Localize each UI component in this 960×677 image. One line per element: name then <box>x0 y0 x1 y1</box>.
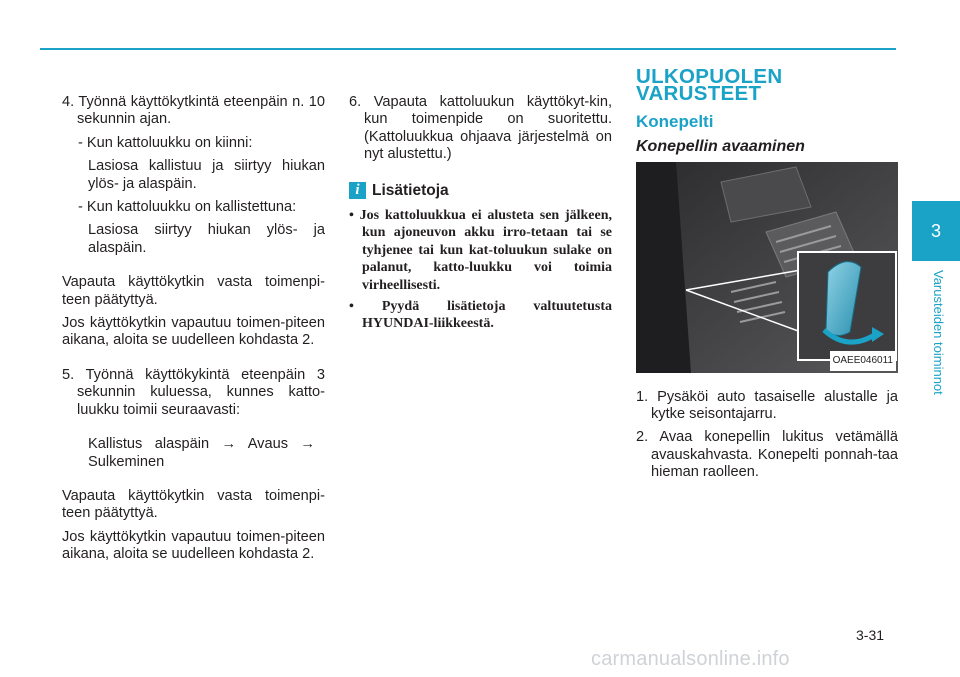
subheading: Konepelti <box>636 111 714 131</box>
release-note-1: Vapauta käyttökytkin vasta toimenpi-teen päätyttyä. <box>62 274 325 308</box>
condition-tilted-result: Lasiosa siirtyy hiukan ylös- ja alaspäin. <box>88 222 325 256</box>
release-note-2: Vapauta käyttökytkin vasta toimenpi-teen päätyttyä. <box>62 487 325 522</box>
step-6: 6. Vapauta kattoluukun käyttökyt-kin, kun toimenpide on suoritettu. (Kattoluukkua ohjaava järjestelmä on nyt alustettu.) <box>349 94 612 163</box>
restart-note-1: Jos käyttökytkin vapautuu toimen-piteen aikana, aloita se uudelleen kohdasta 2. <box>62 315 325 349</box>
page-number: 3-31 <box>856 627 885 643</box>
info-icon: i <box>349 182 366 199</box>
step-4: 4. Työnnä käyttökytkintä eteenpäin n. 10 sekunnin ajan. <box>62 94 325 128</box>
chapter-title: Varusteiden toiminnot <box>931 270 946 395</box>
info-bullet-2: • Pyydä lisätietoja valtuutetusta HYUNDAI-liikkeestä. <box>349 299 612 332</box>
column-left <box>62 94 325 564</box>
restart-note-2: Jos käyttökytkin vapautuu toimen-piteen aikana, aloita se uudelleen kohdasta 2. <box>62 528 325 563</box>
condition-closed: - Kun kattoluukku on kiinni: <box>78 134 253 151</box>
sub-subheading: Konepellin avaaminen <box>636 138 805 156</box>
hood-release-illustration <box>636 162 898 373</box>
condition-tilted: - Kun kattoluukku on kallistettuna: <box>78 199 297 216</box>
chapter-tab: 3 <box>912 201 960 261</box>
column-right <box>636 65 898 482</box>
sequence-text: Kallistus alaspäin → Avaus → Sulkeminen <box>88 436 315 470</box>
image-code: OAEE046011 <box>830 351 896 370</box>
info-bullet-1: • Jos kattoluukkua ei alusteta sen jälkeen, kun ajoneuvon akku irro-tetaan tai se tyhjenee tai kun kat-toluukun sulake on palanut, katto-luukku voi toimia virheellisesti. <box>349 208 612 293</box>
info-heading <box>349 182 612 199</box>
hood-step-1: 1. Pysäköi auto tasaiselle alustalle ja kytke seisontajarru. <box>636 388 898 423</box>
info-title: Lisätietoja <box>372 181 449 199</box>
hood-release-photo <box>636 162 898 373</box>
info-list <box>349 207 612 333</box>
column-middle <box>349 94 612 337</box>
hood-step-2: 2. Avaa konepellin lukitus vetämällä avauskahvasta. Konepelti ponnah-taa hieman raolleen. <box>636 429 898 481</box>
watermark: carmanualsonline.info <box>591 648 790 670</box>
condition-closed-result: Lasiosa kallistuu ja siirtyy hiukan ylös- ja alaspäin. <box>88 158 325 192</box>
step-5: 5. Työnnä käyttökykintä eteenpäin 3 sekunnin kuluessa, kunnes katto-luukku toimii seuraavasti: <box>62 366 325 418</box>
section-title: ULKOPUOLEN VARUSTEET <box>636 65 783 106</box>
header-rule <box>40 48 896 50</box>
